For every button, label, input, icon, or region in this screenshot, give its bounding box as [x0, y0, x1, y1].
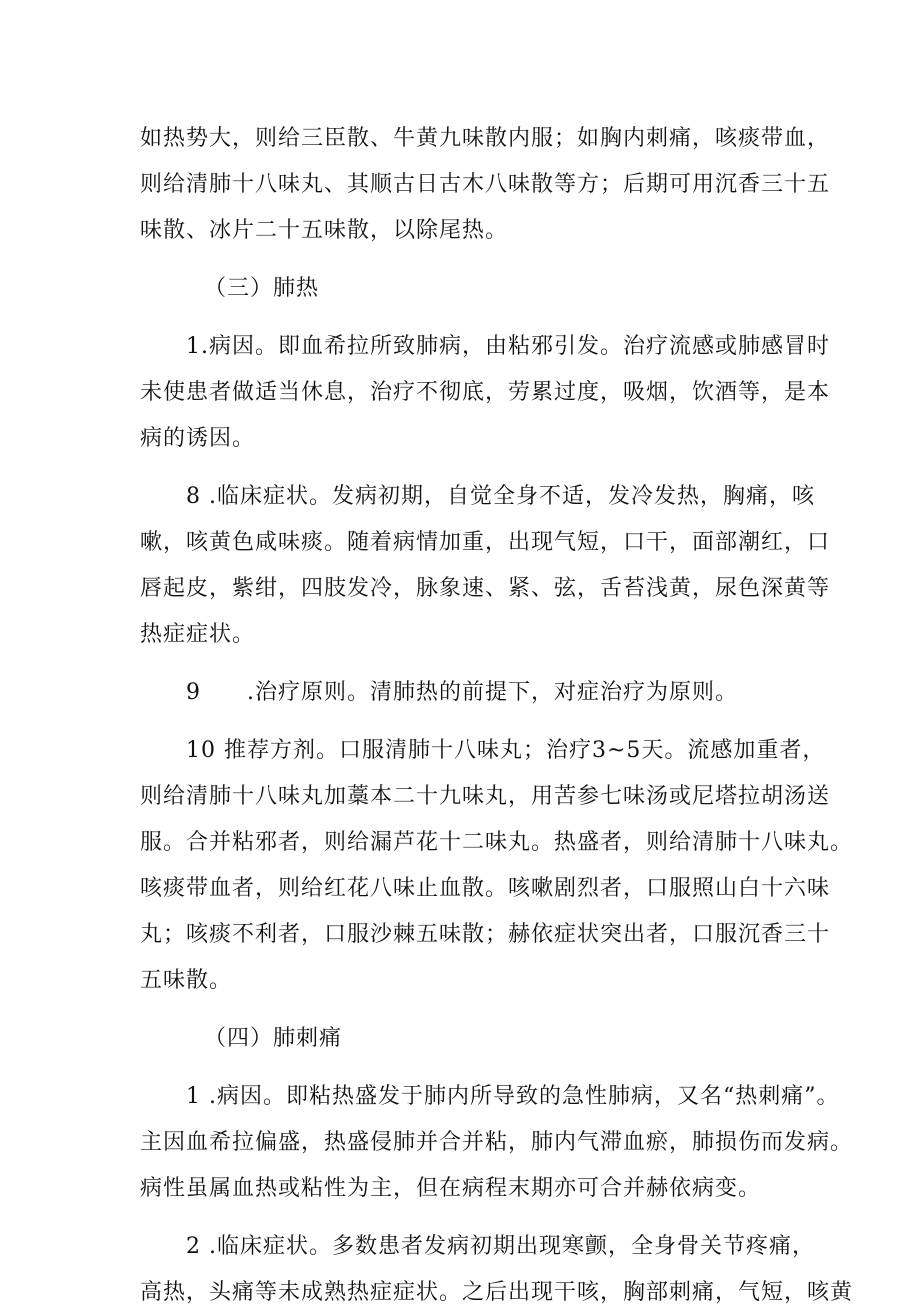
paragraph-line: 2 .临床症状。多数患者发病初期出现寒颤，全身骨关节疼痛，	[186, 1234, 815, 1259]
paragraph-line: 如热势大，则给三臣散、牛黄九味散内服；如胸内刺痛，咳痰带血，	[140, 126, 831, 151]
paragraph-line: 五味散。	[140, 968, 233, 993]
paragraph-line: 则给清肺十八味丸加藁本二十九味丸，用苦参七味汤或尼塔拉胡汤送	[140, 784, 831, 809]
paragraph-line: 8 .临床症状。发病初期，自觉全身不适，发冷发热，胸痛，咳	[186, 484, 815, 509]
paragraph-line: 病的诱因。	[140, 426, 256, 451]
paragraph-line: 9 .治疗原则。清肺热的前提下，对症治疗为原则。	[186, 680, 738, 705]
paragraph-line: 服。合并粘邪者，则给漏芦花十二味丸。热盛者，则给清肺十八味丸。	[140, 830, 854, 855]
paragraph-line: 主因血希拉偏盛，热盛侵肺并合并粘，肺内气滞血瘀，肺损伤而发病。	[140, 1130, 854, 1155]
paragraph-line: 1 .病因。即粘热盛发于肺内所导致的急性肺病，又名“热刺痛”。	[186, 1084, 840, 1109]
paragraph-line: 则给清肺十八味丸、其顺古日古木八味散等方；后期可用沉香三十五	[140, 172, 831, 197]
paragraph-line: 未使患者做适当休息，治疗不彻底，劳累过度，吸烟，饮酒等，是本	[140, 380, 831, 405]
section-heading-4: （四）肺刺痛	[204, 1026, 343, 1051]
paragraph-line: 唇起皮，紫绀，四肢发冷，脉象速、紧、弦，舌苔浅黄，尿色深黄等	[140, 576, 831, 601]
paragraph-line: 味散、冰片二十五味散，以除尾热。	[140, 218, 509, 243]
paragraph-line: 丸；咳痰不利者，口服沙棘五味散；赫依症状突出者，口服沉香三十	[140, 922, 831, 947]
section-heading-3: （三）肺热	[204, 276, 320, 301]
paragraph-line: 咳痰带血者，则给红花八味止血散。咳嗽剧烈者，口服照山白十六味	[140, 876, 831, 901]
paragraph-line: 1.病因。即血希拉所致肺病，由粘邪引发。治疗流感或肺感冒时	[186, 334, 830, 359]
paragraph-line: 热症症状。	[140, 622, 256, 647]
paragraph-line: 病性虽属血热或粘性为主，但在病程末期亦可合并赫依病变。	[140, 1176, 762, 1201]
paragraph-line: 高热，头痛等未成熟热症症状。之后出现干咳，胸部刺痛，气短，咳黄	[140, 1280, 854, 1305]
paragraph-line: 10 推荐方剂。口服清肺十八味丸；治疗3~5天。流感加重者，	[186, 738, 826, 763]
paragraph-line: 嗽，咳黄色咸味痰。随着病情加重，出现气短，口干，面部潮红，口	[140, 530, 831, 555]
